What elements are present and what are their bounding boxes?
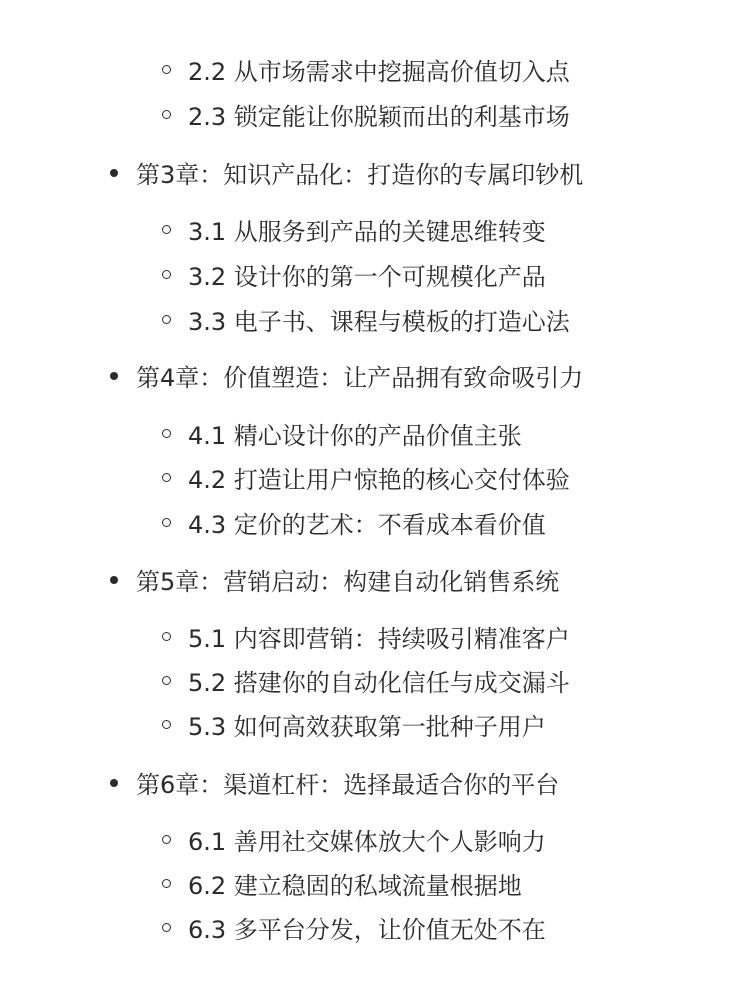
circle-bullet-icon [162, 835, 171, 844]
disc-bullet-icon [110, 372, 118, 380]
list-item-chapter [110, 562, 559, 597]
circle-bullet-icon [162, 720, 171, 729]
section-text: 4.3 定价的艺术：不看成本看价值 [188, 511, 546, 539]
circle-bullet-icon [162, 429, 171, 438]
circle-bullet-icon [162, 473, 171, 482]
list-item-section [162, 822, 546, 857]
disc-bullet-icon [110, 169, 118, 177]
circle-bullet-icon [162, 270, 171, 279]
disc-bullet-icon [110, 779, 118, 787]
circle-bullet-icon [162, 879, 171, 888]
list-item-section [162, 910, 546, 945]
circle-bullet-icon [162, 225, 171, 234]
section-text: 3.3 电子书、课程与模板的打造心法 [188, 308, 570, 336]
chapter-title: 第4章：价值塑造：让产品拥有致命吸引力 [136, 364, 584, 392]
circle-bullet-icon [162, 65, 171, 74]
list-item-section [162, 707, 546, 742]
circle-bullet-icon [162, 315, 171, 324]
circle-bullet-icon [162, 110, 171, 119]
list-item-chapter [110, 765, 559, 800]
list-item-section [162, 460, 570, 495]
list-item-section [162, 212, 546, 247]
section-text: 6.1 善用社交媒体放大个人影响力 [188, 828, 546, 856]
section-text: 2.3 锁定能让你脱颖而出的利基市场 [188, 103, 570, 131]
list-item-chapter [110, 155, 583, 190]
section-text: 5.1 内容即营销：持续吸引精准客户 [188, 625, 570, 653]
section-text: 6.2 建立稳固的私域流量根据地 [188, 872, 522, 900]
section-text: 5.3 如何高效获取第一批种子用户 [188, 713, 546, 741]
disc-bullet-icon [110, 576, 118, 584]
list-item-section [162, 866, 522, 901]
section-text: 4.1 精心设计你的产品价值主张 [188, 422, 522, 450]
section-text: 4.2 打造让用户惊艳的核心交付体验 [188, 466, 570, 494]
chapter-title: 第6章：渠道杠杆：选择最适合你的平台 [136, 771, 560, 799]
section-text: 3.1 从服务到产品的关键思维转变 [188, 218, 546, 246]
list-item-section [162, 663, 570, 698]
circle-bullet-icon [162, 632, 171, 641]
section-text: 3.2 设计你的第一个可规模化产品 [188, 263, 546, 291]
chapter-title: 第3章：知识产品化：打造你的专属印钞机 [136, 161, 584, 189]
list-item-section [162, 416, 522, 451]
list-item-chapter [110, 358, 583, 393]
list-item-section [162, 302, 570, 337]
circle-bullet-icon [162, 518, 171, 527]
list-item-section [162, 619, 570, 654]
list-item-section [162, 52, 570, 87]
list-item-section [162, 505, 546, 540]
section-text: 6.3 多平台分发，让价值无处不在 [188, 916, 546, 944]
section-text: 5.2 搭建你的自动化信任与成交漏斗 [188, 669, 570, 697]
section-text: 2.2 从市场需求中挖掘高价值切入点 [188, 58, 570, 86]
circle-bullet-icon [162, 676, 171, 685]
list-item-section [162, 257, 546, 292]
chapter-title: 第5章：营销启动：构建自动化销售系统 [136, 568, 560, 596]
list-item-section [162, 97, 570, 132]
circle-bullet-icon [162, 923, 171, 932]
